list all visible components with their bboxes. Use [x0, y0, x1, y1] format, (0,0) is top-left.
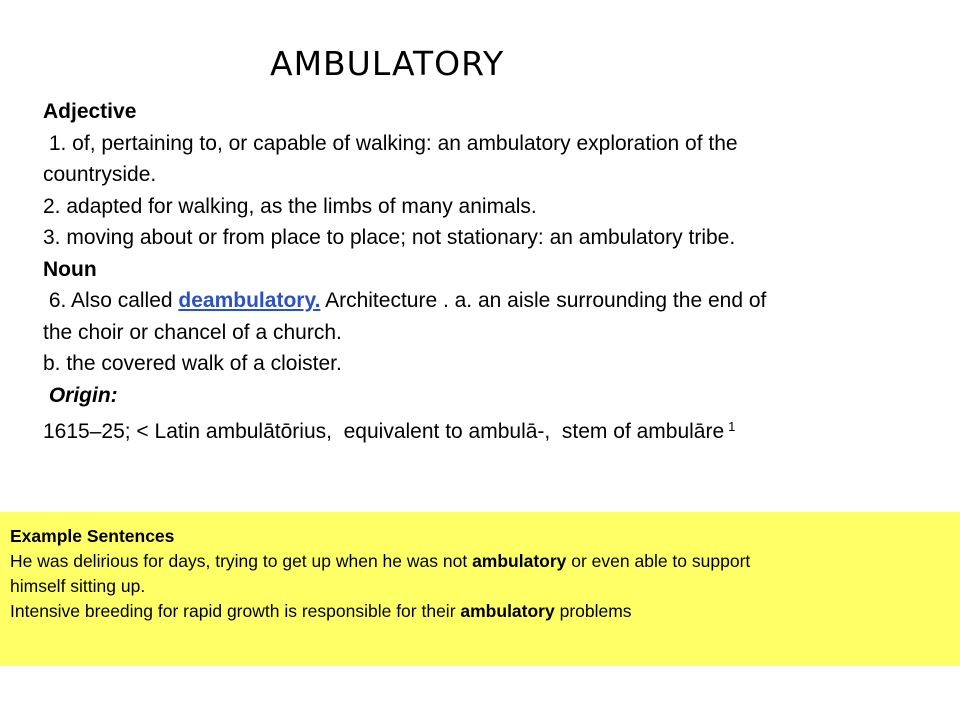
- example-sentences-box: [0, 512, 960, 666]
- sense-1-line-1: 1. of, pertaining to, or capable of walking: an ambulatory exploration of the: [43, 131, 738, 155]
- deambulatory-link[interactable]: deambulatory.: [178, 289, 321, 312]
- example-2-post: problems: [554, 601, 632, 621]
- sense-1-line-2: countryside.: [43, 163, 157, 186]
- origin-footnote-marker: 1: [728, 419, 736, 434]
- noun-label: Noun: [43, 257, 97, 281]
- origin-label: Origin:: [43, 383, 118, 407]
- sense-6-prefix: 6. Also called: [43, 289, 179, 312]
- definition-block: [43, 96, 923, 448]
- example-sentence-2: [10, 599, 950, 624]
- page-title: AMBULATORY: [270, 44, 505, 83]
- example-1-pre: He was delirious for days, trying to get up when he was not: [10, 551, 473, 571]
- sense-3: 3. moving about or from place to place; not stationary: an ambulatory tribe.: [43, 226, 736, 249]
- sense-2: 2. adapted for walking, as the limbs of many animals.: [43, 194, 537, 218]
- example-2-pre: Intensive breeding for rapid growth is responsible for their: [10, 601, 461, 621]
- example-1-post: or even able to support: [566, 551, 751, 571]
- examples-heading: Example Sentences: [10, 526, 175, 546]
- example-2-keyword: ambulatory: [460, 601, 555, 621]
- example-sentence-1-cont: himself sitting up.: [10, 576, 146, 596]
- sense-6-line-3: b. the covered walk of a cloister.: [43, 352, 342, 375]
- example-sentence-1: [10, 549, 950, 574]
- sense-6-suffix: Architecture . a. an aisle surrounding the end of: [320, 289, 767, 312]
- origin-text: [43, 411, 923, 448]
- origin-etymology: 1615–25; < Latin ambulātōrius, equivalent to ambulā-, stem of ambulāre: [43, 420, 725, 443]
- adjective-label: Adjective: [43, 100, 137, 123]
- example-1-keyword: ambulatory: [472, 551, 567, 571]
- sense-6-line-1: [43, 285, 923, 317]
- sense-6-line-2: the choir or chancel of a church.: [43, 320, 342, 344]
